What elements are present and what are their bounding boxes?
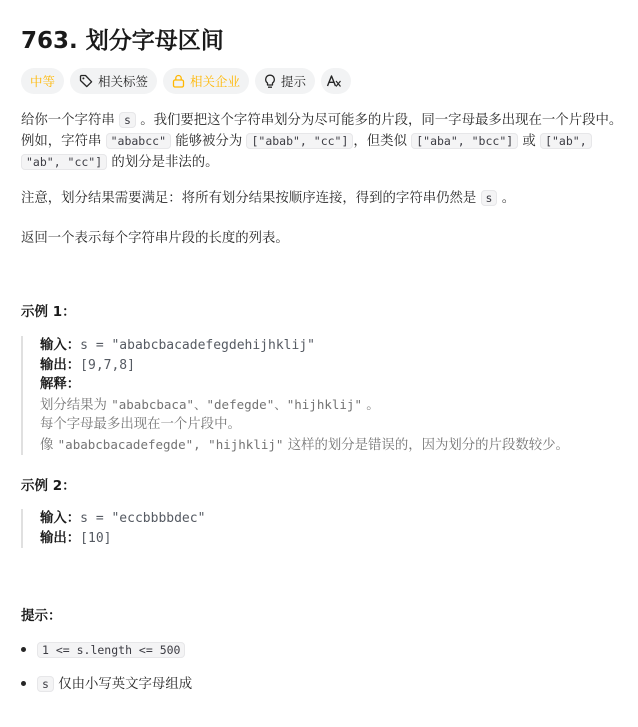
inline-code: s xyxy=(119,112,136,128)
description-paragraph-2: 注意，划分结果需要满足：将所有划分结果按顺序连接，得到的字符串仍然是 s 。 xyxy=(21,191,516,206)
difficulty-badge xyxy=(21,68,64,94)
example-2-block xyxy=(21,509,626,548)
constraint-item: s 仅由小写英文字母组成 xyxy=(21,674,192,694)
inline-code: ["ab", xyxy=(540,133,592,149)
hints-button[interactable] xyxy=(255,68,315,94)
related-topics-button[interactable] xyxy=(70,68,157,94)
tag-bar xyxy=(21,68,351,94)
input-label: 输入： xyxy=(40,338,81,353)
explanation-label: 解释： xyxy=(40,377,81,392)
inline-code: "ababcc" xyxy=(106,133,171,149)
related-companies-button[interactable] xyxy=(163,68,249,94)
constraints-list xyxy=(21,640,192,694)
constraint-item xyxy=(21,640,192,660)
inline-code: ["abab", "cc"] xyxy=(246,133,353,149)
inline-code: s xyxy=(37,676,54,692)
font-size-icon xyxy=(326,74,342,88)
output-label: 输出： xyxy=(40,357,81,373)
hints-label: 提示 xyxy=(281,74,307,89)
lightbulb-icon xyxy=(264,74,276,89)
tag-icon xyxy=(79,74,93,88)
example-1-heading: 示例 1： xyxy=(21,304,76,320)
constraints-heading: 提示： xyxy=(21,608,62,624)
related-topics-label: 相关标签 xyxy=(98,74,149,89)
output-value: [9,7,8] xyxy=(80,357,135,373)
output-label: 输出： xyxy=(40,530,81,546)
explanation-line: 每个字母最多出现在一个片段中。 xyxy=(40,417,241,432)
example-2-heading: 示例 2： xyxy=(21,478,76,494)
inline-code: s xyxy=(481,190,498,206)
input-label: 输入： xyxy=(40,511,81,526)
problem-title[interactable]: 763. 划分字母区间 xyxy=(21,28,224,54)
input-value: s = "eccbbbbdec" xyxy=(80,511,206,526)
input-value: s = "ababcbacadefegdehijhklij" xyxy=(80,338,315,353)
example-1-block xyxy=(21,336,626,455)
description-paragraph-1: 给你一个字符串 s 。我们要把这个字符串划分为尽可能多的片段，同一字母最多出现在一个片段中。例如，字符串 "ababcc" 能够被分为 ["abab", "cc"] ，但类似 ["aba", "bcc"] 或 ["ab", "ab", "cc"] 的划分是非法的。 xyxy=(21,113,623,170)
explanation-line: 划分结果为 "ababcbaca"、"defegde"、"hijhklij" 。 xyxy=(40,396,380,413)
explanation-line: 像 "ababcbacadefegde", "hijhklij" 这样的划分是错误的，因为划分的片段数较少。 xyxy=(40,436,569,453)
font-size-button[interactable] xyxy=(321,68,351,94)
inline-code: 1 <= s.length <= 500 xyxy=(37,642,185,658)
output-value: [10] xyxy=(80,530,112,546)
description-paragraph-3: 返回一个表示每个字符串片段的长度的列表。 xyxy=(21,231,289,246)
inline-code: "ab", "cc"] xyxy=(21,154,107,170)
related-companies-label: 相关企业 xyxy=(190,74,241,89)
difficulty-label: 中等 xyxy=(30,74,56,89)
lock-icon xyxy=(172,74,185,88)
inline-code: ["aba", "bcc"] xyxy=(411,133,518,149)
